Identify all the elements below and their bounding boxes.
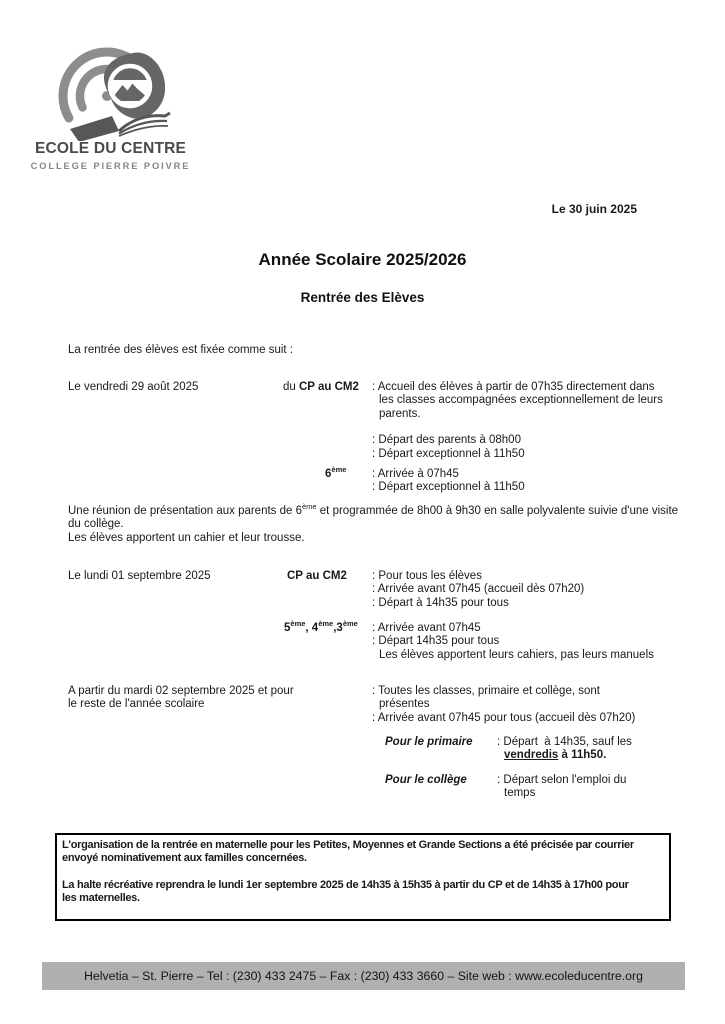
schedule-items [372,685,635,725]
date-line: A partir du mardi 02 septembre 2025 et pour [68,685,294,697]
class-label-part: 5 [284,622,291,634]
schedule-item: : Pour tous les élèves [372,570,482,582]
schedule-item: : Accueil des élèves à partir de 07h35 directement dans [372,381,655,393]
meeting-note [68,502,679,545]
class-label-base: 6 [325,468,332,480]
note-part1: Une réunion de présentation aux parents de 6 [68,505,302,517]
class-label-part: , 4 [305,622,319,634]
schedule-item: parents. [379,407,421,420]
schedule-item: : Arrivée avant 07h45 (accueil dès 07h20) [372,583,585,596]
schedule-item: les classes accompagnées exceptionnellement de leurs [379,394,663,407]
schedule-item: : Départ exceptionnel à 11h50 [372,481,525,494]
footer-text: Helvetia – St. Pierre – Tel : (230) 433 2475 – Fax : (230) 433 3660 – Site web : www.ecoleducentre.org [84,969,643,983]
primary-value-line [497,749,632,762]
schedule-items [372,622,654,662]
class-label-bold: CP au CM2 [299,381,359,393]
class-label [284,619,358,635]
schedule-item: : Départ exceptionnel à 11h50 [372,447,525,460]
college-label: Pour le collège [385,774,467,786]
note-line: Les élèves apportent un cahier et leur trousse. [68,531,305,544]
class-label-prefix: du [283,381,299,393]
class-label-sup: ème [331,465,347,475]
primary-label: Pour le primaire [385,736,473,748]
class-label-sup: ème [318,619,334,629]
spacer [372,421,663,434]
footer-bar [42,962,685,990]
schedule-items [372,468,525,495]
class-label [283,381,359,394]
class-label-sup: ème [342,619,358,629]
notice-box [55,833,671,921]
date-line: le reste de l'année scolaire [68,698,205,711]
page-subtitle: Rentrée des Elèves [300,290,425,305]
notice-line: envoyé nominativement aux familles concernées. [62,852,307,865]
notice-line: les maternelles. [62,892,140,905]
notice-line: L'organisation de la rentrée en maternelle pour les Petites, Moyennes et Grande Sections a été précisée par courrier [62,839,634,851]
note-part2: et programmée de 8h00 à 9h30 en salle polyvalente suivie d'une visite [316,505,679,517]
schedule-item: : Arrivée avant 07h45 [372,622,481,634]
note-sup: ème [302,502,317,512]
spacer [62,866,664,879]
class-label-part: ,3 [333,622,343,634]
bold-tail: à 11h50. [558,749,607,762]
date-label [68,685,294,712]
primary-value [497,736,632,763]
schedule-items [372,381,663,461]
schedule-item: : Départ à 14h35 pour tous [372,596,509,609]
schedule-item: : Arrivée à 07h45 [372,468,459,480]
date-label: Le lundi 01 septembre 2025 [68,570,211,582]
note-line: du collège. [68,518,124,531]
college-value-line: temps [504,787,536,800]
class-label [325,465,347,481]
notice-line: La halte récréative reprendra le lundi 1er septembre 2025 de 14h35 à 15h35 à partir du CP et de 14h35 à 17h00 pour [62,878,629,891]
schedule-items [372,570,584,610]
class-label: CP au CM2 [287,570,347,582]
school-name: ECOLE DU CENTRE [34,140,187,157]
schedule-item: : Départ des parents à 08h00 [372,434,521,447]
schedule-item: Les élèves apportent leurs cahiers, pas leurs manuels [379,648,654,661]
date-label: Le vendredi 29 août 2025 [68,381,199,393]
school-subtitle: COLLEGE PIERRE POIVRE [30,161,191,171]
class-label-sup: ème [290,619,306,629]
underlined-word: vendredis [504,749,559,762]
college-value-line: : Départ selon l'emploi du [497,774,627,786]
schedule-item: : Départ 14h35 pour tous [372,635,500,648]
schedule-item: : Arrivée avant 07h45 pour tous (accueil dès 07h20) [372,711,636,724]
letter-date: Le 30 juin 2025 [551,202,637,216]
primary-value-line: : Départ à 14h35, sauf les [497,736,632,748]
school-logo-icon [55,36,190,141]
note-line [68,502,679,518]
college-value [497,774,626,801]
open-book-icon [70,113,170,141]
schedule-item: présentes [379,698,430,711]
intro-line: La rentrée des élèves est fixée comme suit : [68,344,293,356]
page-title: Année Scolaire 2025/2026 [258,250,467,269]
schedule-item: : Toutes les classes, primaire et collège, sont [372,685,600,697]
